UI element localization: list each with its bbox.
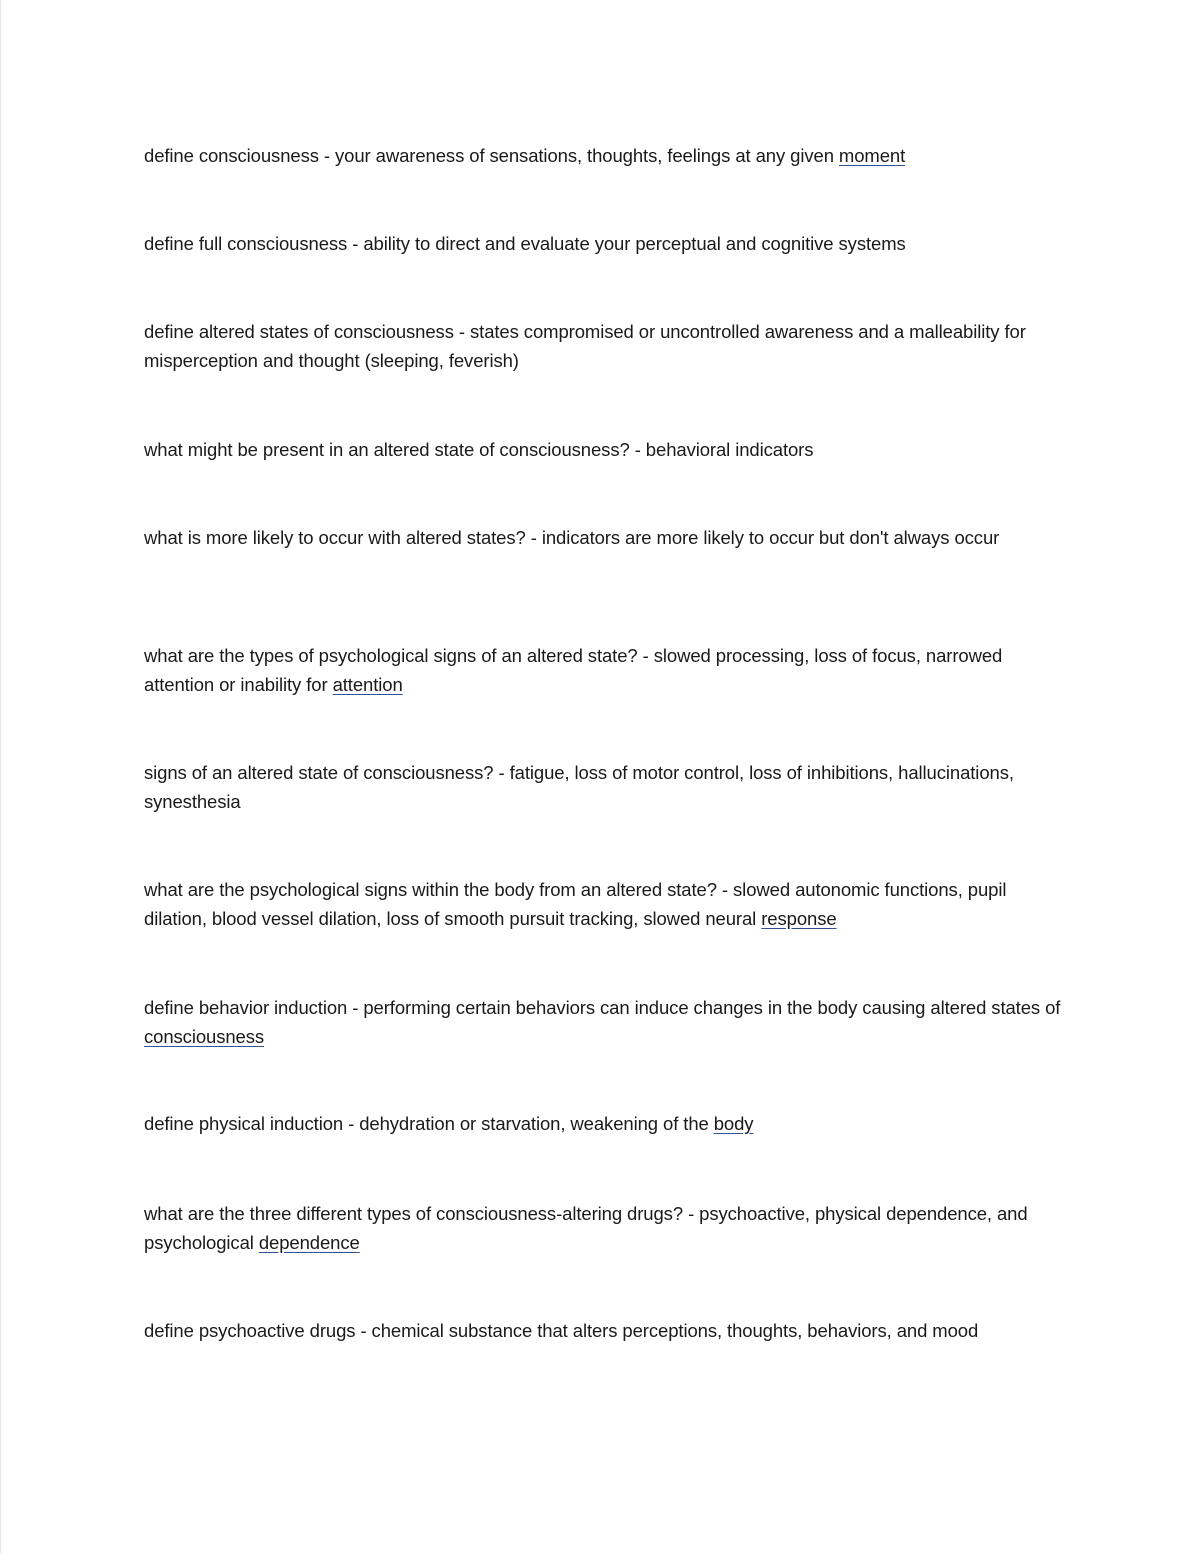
entry-text: what are the psychological signs within the body from an altered state? - slowed autonomic functions, pupil dilation, blood vessel dilation, loss of smooth pursuit tracking, slowed neural: [144, 879, 1007, 929]
entry-link-moment[interactable]: moment: [838, 145, 906, 166]
flashcard-entry-11: [144, 1199, 1074, 1257]
flashcard-entry-9: [144, 993, 1074, 1051]
flashcard-entry-3: [144, 317, 1074, 375]
entry-text: what is more likely to occur with altered states? - indicators are more likely to occur but don't always occur: [144, 527, 1000, 548]
entry-text: define consciousness - your awareness of sensations, thoughts, feelings at any given: [144, 145, 839, 166]
flashcard-entry-5: [144, 523, 1074, 552]
entry-link-consciousness[interactable]: consciousness: [144, 1026, 265, 1047]
flashcard-entry-1: [144, 141, 1074, 170]
flashcard-entry-10: [144, 1109, 1074, 1138]
entry-text: define full consciousness - ability to direct and evaluate your perceptual and cognitive systems: [144, 233, 906, 254]
entry-text: what are the three different types of consciousness-altering drugs? - psychoactive, physical dependence, and psychological: [144, 1203, 1028, 1253]
entry-text: define psychoactive drugs - chemical substance that alters perceptions, thoughts, behaviors, and mood: [144, 1320, 979, 1341]
entry-link-body[interactable]: body: [713, 1113, 754, 1134]
flashcard-entry-7: [144, 758, 1074, 816]
entry-text: define physical induction - dehydration or starvation, weakening of the: [144, 1113, 714, 1134]
entry-text: define behavior induction - performing certain behaviors can induce changes in the body causing altered states of: [144, 997, 1061, 1018]
entry-link-dependence[interactable]: dependence: [258, 1232, 360, 1253]
flashcard-entry-2: [144, 229, 1074, 258]
entry-link-attention[interactable]: attention: [332, 674, 403, 695]
entry-text: what are the types of psychological signs of an altered state? - slowed processing, loss of focus, narrowed attention or inability for: [144, 645, 1003, 695]
flashcard-entry-12: [144, 1316, 1074, 1345]
entry-link-response[interactable]: response: [761, 908, 837, 929]
entry-text: signs of an altered state of consciousness? - fatigue, loss of motor control, loss of inhibitions, hallucinations, synesthesia: [144, 762, 1014, 812]
entry-text: what might be present in an altered state of consciousness? - behavioral indicators: [144, 439, 814, 460]
flashcard-entry-8: [144, 875, 1074, 933]
flashcard-entry-6: [144, 641, 1074, 699]
entry-text: define altered states of consciousness - states compromised or uncontrolled awareness and a malleability for misperception and thought (sleeping, feverish): [144, 321, 1026, 371]
flashcard-entry-4: [144, 435, 1074, 464]
